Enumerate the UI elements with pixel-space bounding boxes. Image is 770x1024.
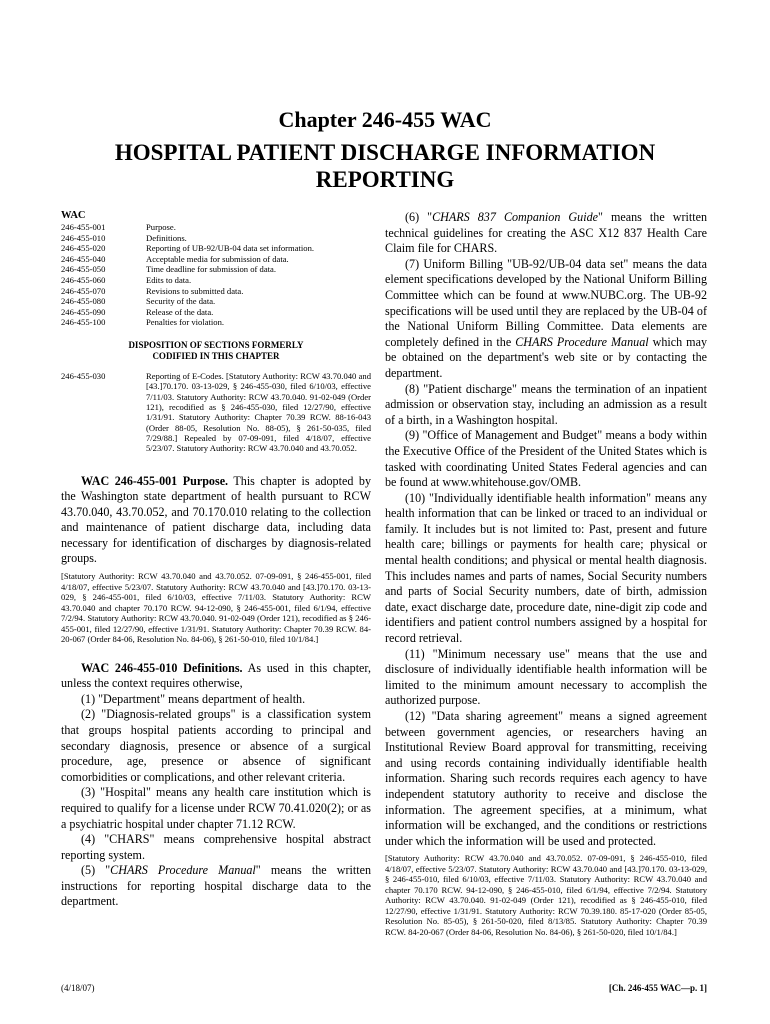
toc-section-number: 246-455-060 — [61, 274, 106, 285]
definition-item: (10) "Individually identifiable health information" means any health information that can be linked or traced to an individual or family. It includes but is not limited to: Past, present and future health care; billings or payments for health care; physical or mental health conditions; and physical or mental health diagnosis. This includes names and parts of names, Social Security numbers and parts of Social Security numbers, date of birth, admission date, exact discharge date, procedure date, nine-digit zip code and identifiers and patient control numbers assigned by a hospital for record retrieval. — [385, 490, 707, 646]
definition-item: (4) "CHARS" means comprehensive hospital abstract reporting system. — [61, 832, 371, 862]
toc-section-title: Acceptable media for submission of data. — [146, 253, 289, 264]
section-heading: WAC 246-455-010 Definitions. — [81, 660, 243, 675]
toc-section-number: 246-455-080 — [61, 296, 106, 307]
definition-item: (1) "Department" means department of health. — [81, 691, 306, 706]
definition-text: " means the written instructions for reporting hospital discharge data to the department. — [61, 863, 371, 909]
purpose-section — [61, 474, 371, 568]
disposition-entry — [61, 371, 371, 453]
chapter-heading: Chapter 246-455 WAC — [278, 107, 492, 132]
definition-italic-term: CHARS Procedure Manual — [110, 863, 256, 878]
toc-row — [61, 296, 371, 307]
toc-section-number: 246-455-070 — [61, 285, 106, 296]
definition-item: (9) "Office of Management and Budget" means a body within the Executive Office of the President of the United States which is tasked with coordinating United States Federal agencies and can be found at www.whitehouse.gov/OMB. — [385, 428, 707, 490]
toc-section-title: Time deadline for submission of data. — [146, 264, 277, 275]
toc-section-title: Definitions. — [146, 232, 187, 243]
definition-italic-term: CHARS 837 Companion Guide — [432, 210, 598, 224]
toc-row — [61, 233, 371, 244]
chapter-title: HOSPITAL PATIENT DISCHARGE INFORMATION REPORTING — [114, 140, 656, 192]
disposition-text: Reporting of E-Codes. [Statutory Authority: RCW 43.70.040 and [43.]70.170. 03-13-029, § 246-455-030, filed 6/10/03, effective 7/11/03. Statutory Authority: RCW 43.70.040. 91-02-049 (Order 121), recodified as § 246-455-030, filed 12/27/90, effective 1/31/91. Statutory Authority: Chapter 70.39 RCW. 88-16-043 (Order 88-05, Resolution No. 88-05), § 261-50-035, filed 7/29/88.] Repealed by 07-09-091, filed 4/18/07, effective 5/23/07. Statutory Authority: RCW 43.70.040 and 43.70.052. — [146, 371, 371, 454]
definition-text: (5) " — [81, 863, 111, 878]
definition-item — [385, 257, 707, 382]
toc-row — [61, 317, 371, 328]
toc-row — [61, 307, 371, 318]
toc-section-title: Purpose. — [146, 222, 176, 232]
toc-section-number: 246-455-001 — [61, 222, 106, 232]
toc-section-number: 246-455-040 — [61, 253, 106, 264]
definition-item: (12) "Data sharing agreement" means a signed agreement between government agencies, or researchers having an Institutional Review Board approval for transmitting, receiving and using records containing individually identifiable health information. Sharing such records requires each agency to have independent statutory authority to receive and disclose the information. The agreement specifies, at a minimum, what information will be exchanged, and the conditions or restrictions under which the information will be used and protected. — [385, 709, 707, 848]
history-note: [Statutory Authority: RCW 43.70.040 and 43.70.052. 07-09-091, § 246-455-001, filed 4/18/07, effective 5/23/07. Statutory Authority: RCW 43.70.040 and [43.]70.170. 03-13-029, § 246-455-001, filed 6/10/03, effective 7/11/03. Statutory Authority: RCW 43.70.040 and chapter 70.170 RCW. 94-12-090, § 246-455-001, filed 6/1/94, effective 7/2/94. Statutory Authority: RCW 43.70.040. 91-02-049 (Order 121), recodified as § 246-455-001, filed 12/27/90, effective 1/31/91. Statutory Authority: Chapter 70.39 RCW. 84-20-067 (Order 84-06, Resolution No. 84-06), § 261-50-010, filed 10/1/84.] — [61, 571, 371, 645]
section-body: As used in this chapter, unless the context requires otherwise, — [61, 660, 371, 691]
toc-section-title: Edits to data. — [146, 274, 192, 285]
toc-row — [61, 222, 371, 233]
toc-row — [61, 275, 371, 286]
disposition-section-number: 246-455-030 — [61, 371, 106, 382]
definition-text: which may be obtained on the department's web site or by contacting the department. — [385, 334, 707, 380]
definition-item: (3) "Hospital" means any health care institution which is required to qualify for a license under RCW 70.41.020(2); or as a psychiatric hospital under chapter 71.12 RCW. — [61, 785, 371, 831]
definition-italic-term: CHARS Procedure Manual — [515, 334, 649, 349]
disposition-heading-line: DISPOSITION OF SECTIONS FORMERLY — [128, 339, 304, 350]
definition-item: (8) "Patient discharge" means the termination of an inpatient admission or observation stay, including an admission as a result of a birth, in a Washington hospital. — [385, 381, 707, 427]
right-column — [385, 210, 707, 937]
toc-section-title: Security of the data. — [146, 296, 216, 307]
toc-section-number: 246-455-100 — [61, 317, 106, 328]
toc-row — [61, 286, 371, 297]
definition-text: " means the written technical guidelines for creating the ASC X12 837 Health Care Claim file for CHARS. — [385, 210, 708, 256]
toc-section-title: Reporting of UB-92/UB-04 data set information. — [146, 243, 315, 254]
section-body: This chapter is adopted by the Washington state department of health pursuant to RCW 43.70.040, 43.70.052, and 70.170.010 relating to the collection and maintenance of patient discharge data, including data necessary for identification of discharges by diagnosis-related groups. — [61, 473, 371, 566]
definition-item — [385, 210, 707, 257]
definition-item: (2) "Diagnosis-related groups" is a classification system that groups hospital patients according to principal and secondary diagnosis, presence or absence of a surgical procedure, age, presence or absence of significant comorbidities or complications, and other relevant criteria. — [61, 707, 371, 784]
toc-row — [61, 264, 371, 275]
definition-item: (11) "Minimum necessary use" means that the use and disclosure of individually identifiable health information will be limited to the minimum amount necessary to accomplish the authorized purpose. — [385, 646, 707, 708]
toc-row — [61, 254, 371, 265]
disposition-heading-line: CODIFIED IN THIS CHAPTER — [152, 350, 280, 361]
definitions-section — [61, 661, 371, 692]
definition-text: (7) Uniform Billing "UB-92/UB-04 data set" means the data element specifications developed by the National Uniform Billing Committee which can be found at www.NUBC.org. The UB-92 specifications will be used until they are replaced by the UB-04 of the National Uniform Billing Committee. Data elements are completely defined in the — [385, 256, 707, 349]
toc-section-title: Penalties for violation. — [146, 317, 225, 328]
toc-section-number: 246-455-050 — [61, 264, 106, 275]
toc-section-number: 246-455-020 — [61, 243, 106, 254]
toc-section-number: 246-455-090 — [61, 306, 106, 317]
toc-section-number: 246-455-010 — [61, 232, 106, 243]
left-column — [61, 210, 371, 910]
toc-heading: WAC — [61, 210, 86, 221]
footer-date: (4/18/07) — [61, 983, 95, 993]
definition-item — [61, 863, 371, 910]
definition-text: (6) " — [405, 210, 433, 224]
toc-list — [61, 222, 371, 328]
section-heading: WAC 246-455-001 Purpose. — [81, 473, 229, 488]
footer-page-number: [Ch. 246-455 WAC—p. 1] — [608, 983, 707, 993]
toc-section-title: Release of the data. — [146, 306, 214, 317]
disposition-heading — [61, 340, 371, 361]
toc-section-title: Revisions to submitted data. — [146, 285, 244, 296]
toc-row — [61, 243, 371, 254]
history-note: [Statutory Authority: RCW 43.70.040 and 43.70.052. 07-09-091, § 246-455-010, filed 4/18/07, effective 5/23/07. Statutory Authority: RCW 43.70.040 and [43.]70.170. 03-13-029, § 246-455-010, filed 6/10/03, effective 7/11/03. Statutory Authority: RCW 43.70.040 and chapter 70.170 RCW. 94-12-090, § 246-455-010, filed 6/1/94, effective 7/2/94. Statutory Authority: RCW 43.70.040. 91-02-049 (Order 121), recodified as § 246-455-010, filed 12/27/90, effective 1/31/91. Statutory Authority: RCW 70.39.180. 85-17-020 (Order 85-05, Resolution No. 85-05), § 261-50-020, filed 8/13/85. Statutory Authority: Chapter 70.39 RCW. 84-20-067 (Order 84-06, Resolution No. 84-06), § 261-50-020, filed 10/1/84.] — [385, 853, 707, 937]
